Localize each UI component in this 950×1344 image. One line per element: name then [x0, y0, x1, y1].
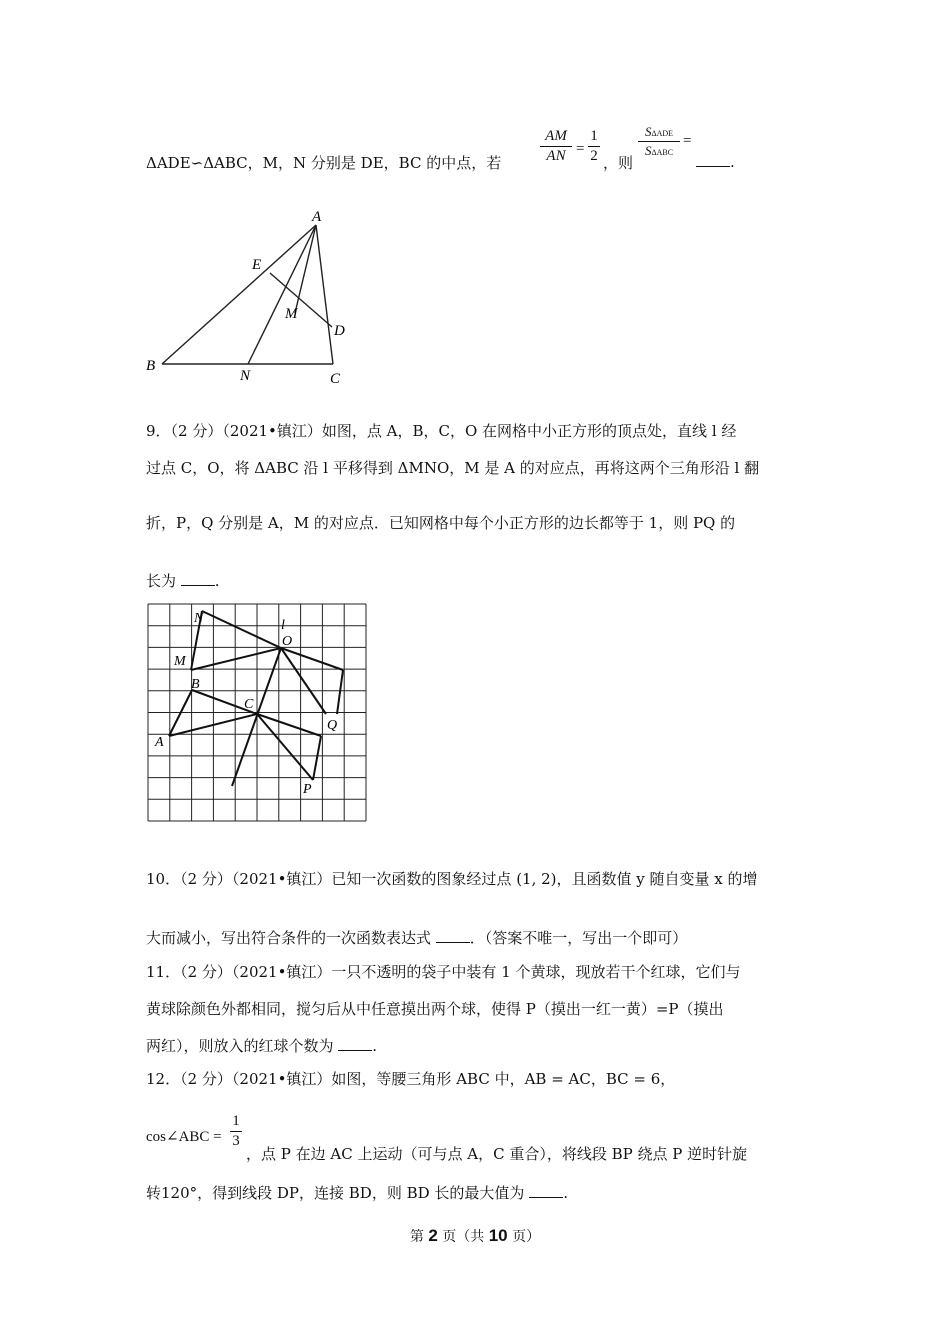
q11-line3: 两红），则放入的红球个数为 .	[146, 1037, 378, 1055]
q9-line3: 折，P，Q 分别是 A，M 的对应点．已知网格中每个小正方形的边长都等于 1，则 PQ 的	[146, 514, 736, 532]
label-b: B	[191, 677, 200, 692]
frac-den: 2	[590, 148, 598, 164]
q12-line1: 12．（2 分）（2021•镇江）如图，等腰三角形 ABC 中，AB = AC，BC = 6，	[146, 1070, 676, 1088]
label-b: B	[146, 358, 156, 374]
frac-num: SΔADE	[644, 124, 674, 139]
q12-cos: cos∠ABC =	[146, 1129, 222, 1145]
frac-den: AN	[546, 148, 566, 164]
label-e: E	[252, 257, 262, 273]
q9-line1: 9．（2 分）（2021•镇江）如图，点 A，B，C，O 在网格中小正方形的顶点处，直线 l 经	[146, 422, 737, 440]
q12-line3: 转120°，得到线段 DP，连接 BD，则 BD 长的最大值为 .	[146, 1184, 568, 1202]
fraction-one-third	[230, 1113, 242, 1150]
q11-line1: 11．（2 分）（2021•镇江）一只不透明的袋子中装有 1 个黄球，现放若干个红球，它们与	[146, 963, 741, 981]
q12-line2: ，点 P 在边 AC 上运动（可与点 A，C 重合），将线段 BP 绕点 P 逆时针旋	[246, 1145, 748, 1163]
answer-blank: .	[696, 152, 735, 171]
label-m: M	[174, 654, 186, 669]
page-footer: 第 2 页（共 10 页）	[409, 1226, 541, 1245]
label-a: A	[312, 209, 322, 225]
grid-figure-lines	[169, 611, 343, 786]
q10-line1: 10．（2 分）（2021•镇江）已知一次函数的图象经过点 (1, 2)，且函数值 y 随自变量 x 的增	[146, 870, 758, 888]
q9-line2: 过点 C，O，将 ΔABC 沿 l 平移得到 ΔMNO，M 是 A 的对应点，再将这两个三角形沿 l 翻	[146, 459, 760, 477]
q8-then: ，则	[603, 154, 634, 172]
label-p: P	[303, 782, 312, 797]
q8-text: ΔADE∽ΔABC，M，N 分别是 DE，BC 的中点，若	[146, 154, 502, 172]
fraction-am-an	[540, 128, 572, 165]
frac-num: 1	[232, 1113, 240, 1129]
page-total: 10	[488, 1226, 508, 1245]
q10-line2: 大而减小，写出符合条件的一次函数表达式 ．（答案不唯一，写出一个即可）	[146, 929, 688, 947]
frac-num: 1	[590, 128, 598, 144]
page-number: 2	[428, 1226, 438, 1245]
label-n: N	[240, 368, 251, 384]
label-n: N	[194, 611, 204, 626]
label-o: O	[282, 634, 293, 649]
equals-sign: =	[576, 141, 585, 157]
fraction-area-ratio	[638, 124, 680, 159]
frac-num: AM	[545, 128, 567, 144]
label-a: A	[155, 735, 164, 750]
label-d: D	[334, 323, 345, 339]
grid-figure	[140, 598, 375, 828]
label-l: l	[281, 618, 285, 633]
q9-line4: 长为 .	[146, 572, 220, 590]
q11-line2: 黄球除颜色外都相同，搅匀后从中任意摸出两个球，使得 P（摸出一红一黄）=P（摸出	[146, 1000, 724, 1018]
label-m: M	[285, 306, 298, 322]
fraction-half	[588, 128, 600, 165]
triangle-figure	[140, 205, 360, 390]
label-c: C	[330, 371, 341, 387]
label-c: C	[244, 697, 254, 712]
label-q: Q	[327, 718, 338, 733]
equals-sign-2: =	[683, 133, 692, 149]
frac-den: 3	[232, 1133, 240, 1149]
frac-den: SΔABC	[644, 143, 674, 158]
